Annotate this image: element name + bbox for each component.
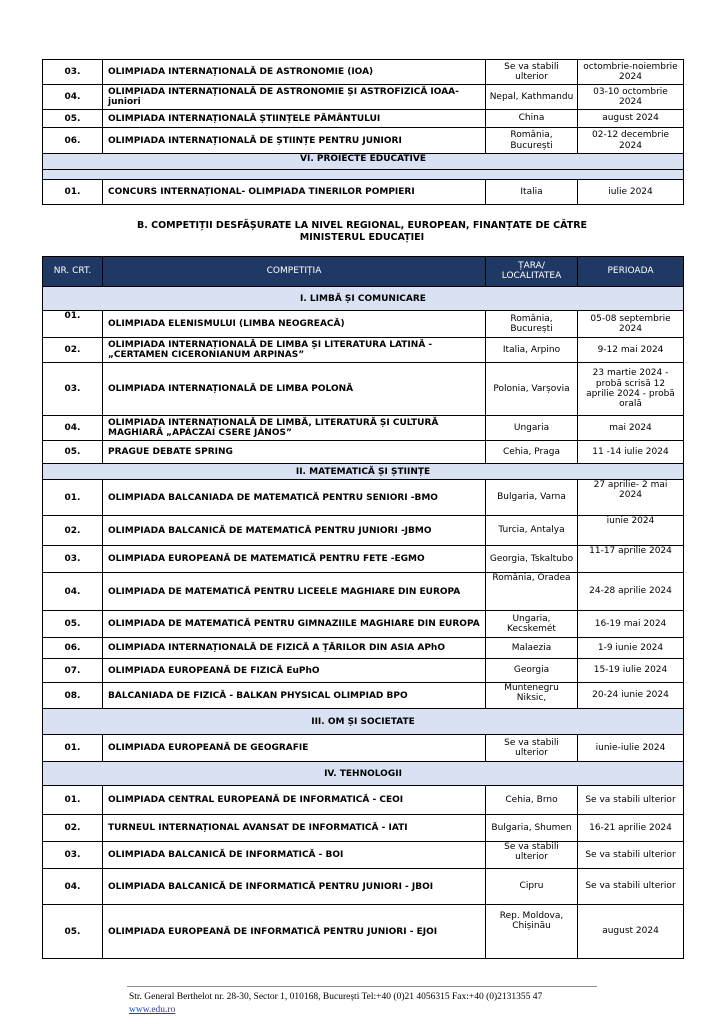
table-row bbox=[43, 128, 684, 154]
period: Se va stabili ulterior bbox=[578, 786, 684, 815]
competition-name: OLIMPIADA DE MATEMATICĂ PENTRU LICEELE MAGHIARE DIN EUROPA bbox=[103, 573, 486, 611]
period: 1-9 iunie 2024 bbox=[578, 638, 684, 659]
period: 05-08 septembrie 2024 bbox=[578, 311, 684, 338]
table-row bbox=[43, 516, 684, 546]
column-header: NR. CRT. bbox=[43, 257, 103, 287]
table-row bbox=[43, 311, 684, 338]
competition-name: OLIMPIADA INTERNAȚIONALĂ DE ASTRONOMIE ȘI ASTROFIZICĂ IOAA-juniori bbox=[103, 85, 486, 110]
section-b-heading bbox=[60, 220, 664, 244]
competition-name: OLIMPIADA BALCANICĂ DE INFORMATICĂ PENTRU JUNIORI - JBOI bbox=[103, 869, 486, 905]
table-row bbox=[43, 905, 684, 959]
location: Turcia, Antalya bbox=[486, 516, 578, 546]
competition-name: OLIMPIADA ELENISMULUI (LIMBA NEOGREACĂ) bbox=[103, 311, 486, 338]
section-header-row bbox=[43, 762, 684, 786]
row-number: 08. bbox=[43, 683, 103, 709]
period: 24-28 aprilie 2024 bbox=[578, 573, 684, 611]
period: august 2024 bbox=[578, 110, 684, 128]
table-row bbox=[43, 815, 684, 842]
row-number: 05. bbox=[43, 110, 103, 128]
competition-name: PRAGUE DEBATE SPRING bbox=[103, 441, 486, 464]
row-number: 04. bbox=[43, 869, 103, 905]
table-row bbox=[43, 546, 684, 573]
period: 23 martie 2024 - probă scrisă 12 aprilie 2024 - probă orală bbox=[578, 363, 684, 416]
section-title: IV. TEHNOLOGII bbox=[43, 762, 684, 786]
location: Georgia, Tskaltubo bbox=[486, 546, 578, 573]
footer-website-link[interactable]: www.edu.ro bbox=[129, 1005, 176, 1015]
location: China bbox=[486, 110, 578, 128]
row-number: 06. bbox=[43, 128, 103, 154]
period: 9-12 mai 2024 bbox=[578, 338, 684, 363]
column-header: ȚARA/ LOCALITATEA bbox=[486, 257, 578, 287]
row-number: 01. bbox=[43, 480, 103, 516]
section-header-row bbox=[43, 464, 684, 480]
competition-name: OLIMPIADA INTERNAȚIONALĂ DE ASTRONOMIE (IOA) bbox=[103, 60, 486, 85]
table-row bbox=[43, 735, 684, 762]
heading-line: MINISTERUL EDUCAȚIEI bbox=[299, 232, 425, 243]
table-row bbox=[43, 363, 684, 416]
period: iunie 2024 bbox=[578, 516, 684, 546]
competition-name: OLIMPIADA BALCANICĂ DE INFORMATICĂ - BOI bbox=[103, 842, 486, 869]
section-spacer-row bbox=[43, 170, 684, 180]
table-row bbox=[43, 441, 684, 464]
competition-name: OLIMPIADA BALCANICĂ DE MATEMATICĂ PENTRU JUNIORI -JBMO bbox=[103, 516, 486, 546]
section-header-row bbox=[43, 154, 684, 170]
location: Ungaria bbox=[486, 416, 578, 441]
section-title: I. LIMBĂ ȘI COMUNICARE bbox=[43, 287, 684, 311]
period: mai 2024 bbox=[578, 416, 684, 441]
period: 02-12 decembrie 2024 bbox=[578, 128, 684, 154]
competition-name: OLIMPIADA DE MATEMATICĂ PENTRU GIMNAZIILE MAGHIARE DIN EUROPA bbox=[103, 611, 486, 638]
table-row bbox=[43, 659, 684, 683]
location: Bulgaria, Varna bbox=[486, 480, 578, 516]
location: Se va stabili ulterior bbox=[486, 842, 578, 869]
location: Cehia, Praga bbox=[486, 441, 578, 464]
table-row bbox=[43, 416, 684, 441]
period: 03-10 octombrie 2024 bbox=[578, 85, 684, 110]
period: 11-17 aprilie 2024 bbox=[578, 546, 684, 573]
section-header-row bbox=[43, 287, 684, 311]
competition-name: OLIMPIADA INTERNAȚIONALĂ DE LIMBA POLONĂ bbox=[103, 363, 486, 416]
period: 11 -14 iulie 2024 bbox=[578, 441, 684, 464]
row-number: 05. bbox=[43, 905, 103, 959]
location: Se va stabili ulterior bbox=[486, 735, 578, 762]
period: august 2024 bbox=[578, 905, 684, 959]
table-header-row bbox=[43, 257, 684, 287]
row-number: 02. bbox=[43, 815, 103, 842]
section-header-row bbox=[43, 709, 684, 735]
section-b-table bbox=[42, 256, 684, 959]
table-row bbox=[43, 480, 684, 516]
period: Se va stabili ulterior bbox=[578, 842, 684, 869]
row-number: 04. bbox=[43, 573, 103, 611]
row-number: 01. bbox=[43, 311, 103, 338]
row-number: 04. bbox=[43, 416, 103, 441]
footer-divider bbox=[127, 986, 597, 987]
row-number: 02. bbox=[43, 516, 103, 546]
row-number: 01. bbox=[43, 786, 103, 815]
location: Italia bbox=[486, 180, 578, 205]
row-number: 03. bbox=[43, 546, 103, 573]
location: Se va stabili ulterior bbox=[486, 60, 578, 85]
location: Nepal, Kathmandu bbox=[486, 85, 578, 110]
competition-name: OLIMPIADA EUROPEANĂ DE INFORMATICĂ PENTRU JUNIORI - EJOI bbox=[103, 905, 486, 959]
table-row bbox=[43, 611, 684, 638]
row-number: 01. bbox=[43, 180, 103, 205]
table-row bbox=[43, 110, 684, 128]
competition-name: OLIMPIADA EUROPEANĂ DE GEOGRAFIE bbox=[103, 735, 486, 762]
table-row bbox=[43, 573, 684, 611]
location: Polonia, Varșovia bbox=[486, 363, 578, 416]
location: Cehia, Brno bbox=[486, 786, 578, 815]
competition-name: OLIMPIADA CENTRAL EUROPEANĂ DE INFORMATICĂ - CEOI bbox=[103, 786, 486, 815]
row-number: 02. bbox=[43, 338, 103, 363]
row-number: 03. bbox=[43, 842, 103, 869]
competition-name: OLIMPIADA EUROPEANĂ DE FIZICĂ EuPhO bbox=[103, 659, 486, 683]
location: Rep. Moldova, Chișinău bbox=[486, 905, 578, 959]
table-row bbox=[43, 338, 684, 363]
row-number: 03. bbox=[43, 60, 103, 85]
section-title: III. OM ȘI SOCIETATE bbox=[43, 709, 684, 735]
table-row bbox=[43, 60, 684, 85]
period: octombrie-noiembrie 2024 bbox=[578, 60, 684, 85]
period: 15-19 iulie 2024 bbox=[578, 659, 684, 683]
location: România, București bbox=[486, 311, 578, 338]
row-number: 05. bbox=[43, 611, 103, 638]
period: 16-21 aprilie 2024 bbox=[578, 815, 684, 842]
location: România, București bbox=[486, 128, 578, 154]
competition-name: OLIMPIADA INTERNAȚIONALĂ DE ȘTIINȚE PENTRU JUNIORI bbox=[103, 128, 486, 154]
location: Muntenegru Niksic, bbox=[486, 683, 578, 709]
heading-line: B. COMPETIȚII DESFĂȘURATE LA NIVEL REGIONAL, EUROPEAN, FINANȚATE DE CĂTRE bbox=[136, 220, 588, 231]
location: Georgia bbox=[486, 659, 578, 683]
row-number: 07. bbox=[43, 659, 103, 683]
section-title: II. MATEMATICĂ ȘI ȘTIINȚE bbox=[43, 464, 684, 480]
period: iunie-iulie 2024 bbox=[578, 735, 684, 762]
row-number: 05. bbox=[43, 441, 103, 464]
competition-name: CONCURS INTERNAȚIONAL- OLIMPIADA TINERILOR POMPIERI bbox=[103, 180, 486, 205]
period: iulie 2024 bbox=[578, 180, 684, 205]
table-row bbox=[43, 842, 684, 869]
column-header: PERIOADA bbox=[578, 257, 684, 287]
competition-name: OLIMPIADA INTERNAȚIONALĂ ȘTIINȚELE PĂMÂNTULUI bbox=[103, 110, 486, 128]
location: Italia, Arpino bbox=[486, 338, 578, 363]
footer-address: Str. General Berthelot nr. 28-30, Sector 1, 010168, București Tel:+40 (0)21 4056315 Fax:+40 (0)2131355 47 bbox=[129, 992, 543, 1002]
table-row bbox=[43, 180, 684, 205]
location: Bulgaria, Shumen bbox=[486, 815, 578, 842]
competition-name: BALCANIADA DE FIZICĂ - BALKAN PHYSICAL OLIMPIAD BPO bbox=[103, 683, 486, 709]
competition-name: TURNEUL INTERNAȚIONAL AVANSAT DE INFORMATICĂ - IATI bbox=[103, 815, 486, 842]
period: 16-19 mai 2024 bbox=[578, 611, 684, 638]
competition-name: OLIMPIADA EUROPEANĂ DE MATEMATICĂ PENTRU FETE -EGMO bbox=[103, 546, 486, 573]
row-number: 06. bbox=[43, 638, 103, 659]
footer bbox=[129, 991, 542, 1017]
table-row bbox=[43, 85, 684, 110]
competition-name: OLIMPIADA INTERNAȚIONALĂ DE FIZICĂ A ȚĂRILOR DIN ASIA APhO bbox=[103, 638, 486, 659]
competition-name: OLIMPIADA INTERNAȚIONALĂ DE LIMBA ȘI LITERATURA LATINĂ - „CERTAMEN CICERONIANUM ARPINAS” bbox=[103, 338, 486, 363]
section-spacer bbox=[43, 170, 684, 180]
row-number: 03. bbox=[43, 363, 103, 416]
period: 27 aprilie- 2 mai 2024 bbox=[578, 480, 684, 516]
period: 20-24 iunie 2024 bbox=[578, 683, 684, 709]
location: Cipru bbox=[486, 869, 578, 905]
location: Ungaria, Kecskemét bbox=[486, 611, 578, 638]
row-number: 01. bbox=[43, 735, 103, 762]
column-header: COMPETIȚIA bbox=[103, 257, 486, 287]
competition-name: OLIMPIADA BALCANIADA DE MATEMATICĂ PENTRU SENIORI -BMO bbox=[103, 480, 486, 516]
table-row bbox=[43, 869, 684, 905]
table-row bbox=[43, 638, 684, 659]
competition-name: OLIMPIADA INTERNAȚIONALĂ DE LIMBĂ, LITERATURĂ ȘI CULTURĂ MAGHIARĂ „APÁCZAI CSERE JÁNOS” bbox=[103, 416, 486, 441]
table-row bbox=[43, 683, 684, 709]
period: Se va stabili ulterior bbox=[578, 869, 684, 905]
section-title: VI. PROIECTE EDUCATIVE bbox=[43, 154, 684, 170]
location: Malaezia bbox=[486, 638, 578, 659]
table-row bbox=[43, 786, 684, 815]
row-number: 04. bbox=[43, 85, 103, 110]
section-a-table bbox=[42, 59, 684, 205]
location: România, Oradea bbox=[486, 573, 578, 611]
